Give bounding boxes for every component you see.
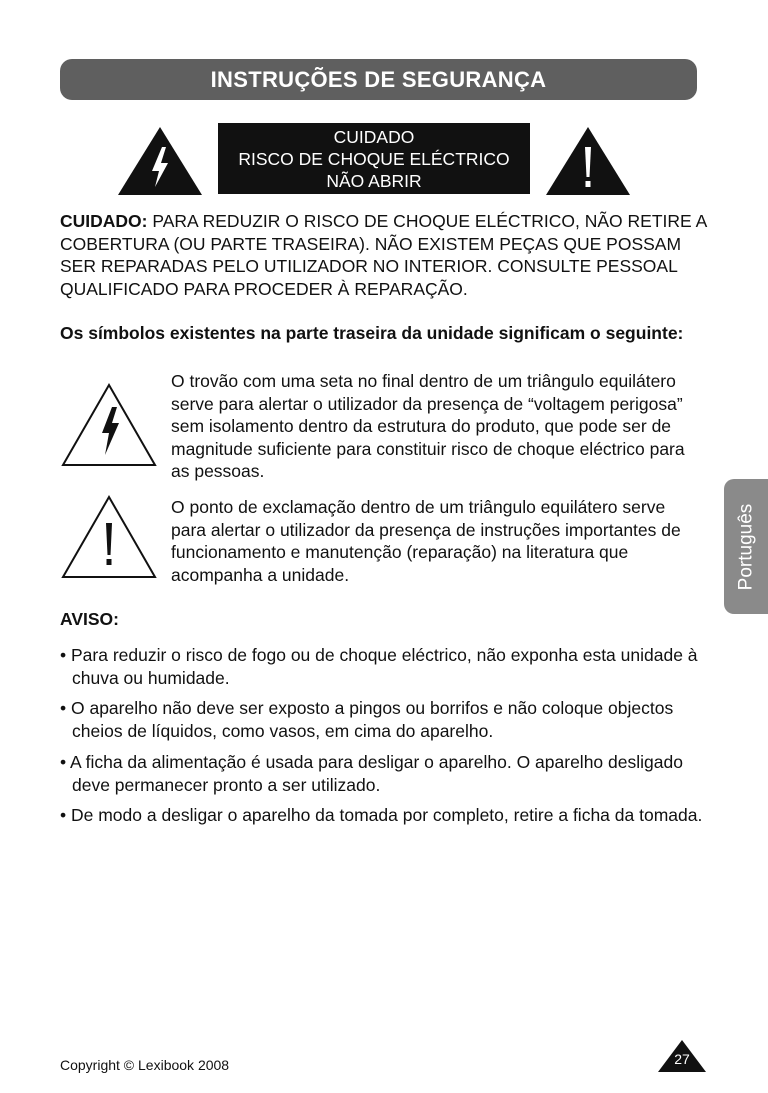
exclamation-warning-icon — [546, 127, 630, 195]
page-number-marker — [658, 1040, 706, 1072]
warning-box-line2: RISCO DE CHOQUE ELÉCTRICO — [238, 148, 510, 169]
warning-item: • De modo a desligar o aparelho da tomada por completo, retire a ficha da tomada. — [60, 805, 703, 825]
lightning-symbol-description: O trovão com uma seta no final dentro de um triângulo equilátero serve para alertar o utilizador da presença de “voltagem perigosa” sem isolamento dentro da estrutura do produto, que pode ser de magnitude suficiente para constituir risco de choque eléctrico para as pessoas. — [171, 371, 685, 481]
page-title — [60, 59, 697, 100]
page-number: 27 — [674, 1051, 690, 1067]
caution-label: CUIDADO: — [60, 211, 148, 231]
language-tab-label: Português — [735, 503, 756, 590]
warning-box-line3: NÃO ABRIR — [326, 170, 422, 191]
caution-paragraph — [60, 210, 710, 300]
warning-item: • Para reduzir o risco de fogo ou de choque eléctrico, não exponha esta unidade à chuva ou humidade. — [60, 645, 698, 688]
language-tab — [724, 479, 768, 614]
symbols-heading: Os símbolos existentes na parte traseira da unidade significam o seguinte: — [60, 323, 684, 343]
copyright-footer: Copyright © Lexibook 2008 — [60, 1057, 230, 1073]
shock-warning-box — [218, 123, 530, 194]
lightning-warning-icon — [118, 127, 202, 195]
lightning-symbol-icon — [61, 383, 157, 467]
page-title-text: INSTRUÇÕES DE SEGURANÇA — [210, 66, 547, 92]
caution-text: PARA REDUZIR O RISCO DE CHOQUE ELÉCTRICO, NÃO RETIRE A COBERTURA (OU PARTE TRASEIRA). NÃO EXISTEM PEÇAS QUE POSSAM SER REPARADAS PELO UTILIZADOR NO INTERIOR. CONSULTE PESSOAL QUALIFICADO PARA PROCEDER À REPARAÇÃO. — [60, 211, 707, 299]
warning-box-line1: CUIDADO — [333, 126, 415, 147]
warning-item: • A ficha da alimentação é usada para desligar o aparelho. O aparelho desligado deve permanecer pronto a ser utilizado. — [60, 752, 683, 795]
warning-heading: AVISO: — [60, 609, 119, 629]
exclamation-symbol-description: O ponto de exclamação dentro de um triângulo equilátero serve para alertar o utilizador da presença de instruções importantes de funcionamento e manutenção (reparação) na literatura que acompanha a unidade. — [171, 497, 681, 585]
exclamation-symbol-icon — [61, 495, 157, 579]
warning-item: • O aparelho não deve ser exposto a pingos ou borrifos e não coloque objectos cheios de líquidos, como vasos, em cima do aparelho. — [60, 698, 674, 741]
